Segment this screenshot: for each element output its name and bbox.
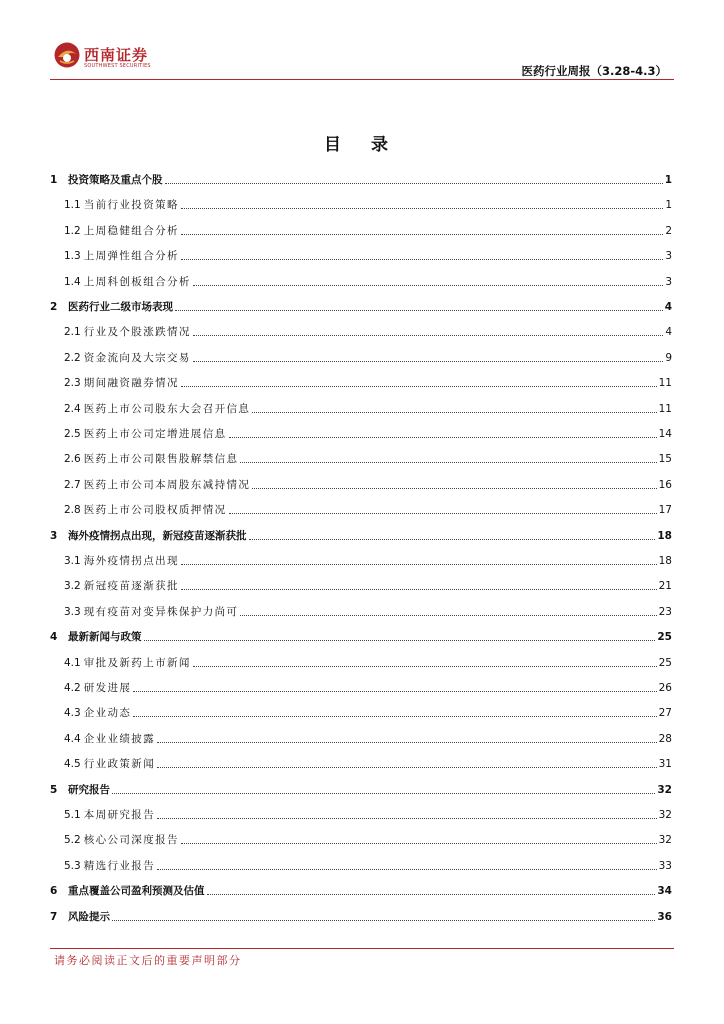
toc-entry-number: 5.2	[64, 834, 81, 847]
toc-subsection-link[interactable]	[50, 825, 672, 847]
toc-page-number: 3	[665, 275, 672, 288]
toc-subsection-link[interactable]	[50, 495, 672, 517]
toc-subsection-link[interactable]	[50, 419, 672, 441]
toc-entry-number: 1.1	[64, 199, 81, 212]
toc-dot-leader	[112, 793, 655, 794]
toc-entry-title: 海外疫情拐点出现，新冠疫苗逐渐获批	[68, 529, 247, 542]
toc-dot-leader	[181, 564, 657, 565]
toc-dot-leader	[252, 488, 656, 489]
toc-entry-number: 5.3	[64, 859, 81, 872]
toc-entry-number: 2.6	[64, 453, 81, 466]
toc-page-number: 28	[658, 732, 672, 745]
toc-page-number: 33	[658, 859, 672, 872]
toc-subsection-link[interactable]	[50, 470, 672, 492]
toc-page-number: 26	[658, 682, 672, 694]
toc-page-number: 32	[657, 783, 672, 796]
toc-page-number: 2	[665, 224, 672, 237]
toc-page-number: 4	[664, 301, 672, 313]
toc-page-number: 1	[665, 199, 672, 212]
toc-subsection-link[interactable]	[50, 597, 672, 619]
toc-entry-title: 医药上市公司本周股东减持情况	[83, 478, 251, 491]
toc-dot-leader	[181, 259, 663, 260]
toc-subsection-link[interactable]	[50, 343, 672, 365]
logo-chinese-name: 西南证券	[84, 46, 149, 64]
toc-section-link[interactable]	[50, 292, 672, 314]
toc-entry-title: 最新新闻与政策	[68, 631, 142, 644]
toc-entry-number: 2	[50, 301, 58, 313]
toc-entry-title: 研发进展	[83, 682, 132, 694]
toc-entry-title: 核心公司深度报告	[83, 834, 179, 847]
toc-entry-number: 2.4	[64, 402, 81, 415]
toc-dot-leader	[229, 437, 657, 438]
toc-dot-leader	[240, 462, 656, 463]
toc-subsection-link[interactable]	[50, 648, 672, 670]
toc-subsection-link[interactable]	[50, 698, 672, 720]
toc-entry-number: 2.8	[64, 504, 81, 517]
toc-entry-title: 投资策略及重点个股	[68, 174, 163, 186]
toc-dot-leader	[181, 589, 657, 590]
toc-entry-number: 4.4	[64, 732, 81, 745]
toc-subsection-link[interactable]	[50, 851, 672, 873]
toc-subsection-link[interactable]	[50, 673, 672, 695]
toc-page-number: 36	[657, 910, 672, 923]
toc-subsection-link[interactable]	[50, 241, 672, 263]
toc-entry-number: 2.1	[64, 326, 81, 339]
toc-page-number: 34	[657, 885, 672, 898]
toc-dot-leader	[133, 716, 656, 717]
toc-subsection-link[interactable]	[50, 317, 672, 339]
toc-entry-title: 重点覆盖公司盈利预测及估值	[68, 885, 205, 898]
toc-dot-leader	[133, 691, 656, 692]
toc-page-number: 25	[657, 631, 672, 644]
toc-entry-number: 2.3	[64, 377, 81, 390]
toc-dot-leader	[193, 285, 664, 286]
toc-dot-leader	[144, 640, 656, 641]
toc-subsection-link[interactable]	[50, 394, 672, 416]
toc-dot-leader	[229, 513, 657, 514]
toc-page-number: 1	[664, 174, 672, 186]
toc-entry-number: 4.3	[64, 707, 81, 720]
toc-dot-leader	[157, 742, 657, 743]
toc-entry-title: 医药上市公司股东大会召开信息	[83, 402, 251, 415]
toc-subsection-link[interactable]	[50, 444, 672, 466]
toc-page-number: 27	[658, 707, 672, 720]
toc-page-number: 17	[658, 504, 672, 517]
toc-entry-number: 3.3	[64, 605, 81, 618]
toc-entry-number: 6	[50, 885, 58, 898]
toc-section-link[interactable]	[50, 521, 672, 543]
toc-section-link[interactable]	[50, 876, 672, 898]
toc-subsection-link[interactable]	[50, 267, 672, 289]
toc-dot-leader	[193, 666, 657, 667]
toc-entry-title: 企业动态	[83, 707, 132, 720]
toc-entry-title: 当前行业投资策略	[83, 199, 179, 212]
toc-entry-title: 行业政策新闻	[83, 758, 156, 771]
toc-page-number: 14	[658, 428, 672, 440]
toc-page-number: 32	[658, 834, 672, 847]
report-title: 医药行业周报（3.28-4.3）	[521, 64, 667, 78]
toc-page-number: 18	[657, 529, 672, 542]
toc-page-number: 4	[665, 326, 672, 339]
toc-subsection-link[interactable]	[50, 546, 672, 568]
toc-page-number: 32	[658, 809, 672, 821]
toc-entry-title: 医药上市公司股权质押情况	[83, 504, 227, 517]
toc-entry-title: 海外疫情拐点出现	[83, 555, 179, 567]
toc-entry-title: 行业及个股涨跌情况	[83, 326, 191, 339]
toc-page-number: 31	[658, 758, 672, 771]
toc-entry-title: 医药上市公司限售股解禁信息	[83, 453, 239, 466]
logo-english-name: SOUTHWEST SECURITIES	[84, 63, 151, 69]
toc-page-number: 11	[658, 377, 672, 390]
page-header	[0, 0, 724, 82]
toc-entry-number: 3.1	[64, 555, 81, 567]
toc-entry-number: 4	[50, 631, 58, 644]
toc-page-number: 3	[665, 250, 672, 263]
toc-entry-number: 1.4	[64, 275, 81, 288]
toc-subsection-link[interactable]	[50, 571, 672, 593]
toc-entry-title: 研究报告	[68, 783, 110, 796]
toc-entry-title: 上周稳健组合分析	[83, 224, 179, 237]
toc-entry-title: 上周科创板组合分析	[83, 275, 191, 288]
toc-dot-leader	[112, 920, 655, 921]
toc-entry-number: 7	[50, 910, 58, 923]
toc-entry-title: 审批及新药上市新闻	[83, 656, 191, 669]
toc-subsection-link[interactable]	[50, 190, 672, 212]
toc-dot-leader	[181, 843, 657, 844]
toc-entry-number: 2.7	[64, 478, 81, 491]
toc-subsection-link[interactable]	[50, 368, 672, 390]
toc-heading: 目 录	[324, 135, 400, 155]
footer-disclaimer: 请务必阅读正文后的重要声明部分	[54, 954, 242, 967]
toc-page-number: 9	[665, 351, 672, 364]
toc-dot-leader	[181, 208, 663, 209]
toc-entry-title: 上周弹性组合分析	[83, 250, 179, 263]
toc-page-number: 18	[658, 555, 672, 567]
toc-entry-number: 4.5	[64, 758, 81, 771]
toc-entry-number: 4.1	[64, 656, 81, 669]
toc-page-number: 23	[658, 605, 672, 618]
toc-dot-leader	[175, 310, 663, 311]
toc-entry-title: 医药上市公司定增进展信息	[83, 428, 227, 440]
toc-entry-title: 期间融资融券情况	[83, 377, 179, 390]
toc-section-link[interactable]	[50, 902, 672, 924]
toc-page-number: 16	[658, 478, 672, 491]
toc-entry-title: 精选行业报告	[83, 859, 156, 872]
toc-entry-title: 本周研究报告	[83, 809, 156, 821]
toc-entry-title: 现有疫苗对变异株保护力尚可	[83, 605, 239, 618]
toc-entry-number: 2.2	[64, 351, 81, 364]
toc-dot-leader	[181, 386, 657, 387]
toc-entry-number: 1	[50, 174, 58, 186]
toc-dot-leader	[165, 183, 663, 184]
toc-dot-leader	[193, 335, 664, 336]
toc-entry-number: 5	[50, 783, 58, 796]
header-divider	[50, 79, 674, 80]
logo-emblem-icon	[54, 42, 80, 68]
toc-dot-leader	[157, 767, 657, 768]
toc-entry-number: 1.2	[64, 224, 81, 237]
toc-entry-title: 风险提示	[68, 910, 110, 923]
toc-page-number: 25	[658, 656, 672, 669]
toc-page-number: 11	[658, 402, 672, 415]
toc-section-link[interactable]	[50, 622, 672, 644]
toc-dot-leader	[157, 869, 657, 870]
toc-dot-leader	[207, 894, 656, 895]
toc-entry-title: 新冠疫苗逐渐获批	[83, 580, 179, 593]
toc-dot-leader	[240, 615, 656, 616]
toc-dot-leader	[157, 818, 657, 819]
toc-page-number: 21	[658, 580, 672, 593]
toc-page-number: 15	[658, 453, 672, 466]
toc-entry-number: 3	[50, 529, 58, 542]
toc-entry-title: 医药行业二级市场表现	[68, 301, 173, 313]
toc-subsection-link[interactable]	[50, 724, 672, 746]
toc-section-link[interactable]	[50, 775, 672, 797]
toc-entry-number: 3.2	[64, 580, 81, 593]
toc-dot-leader	[181, 234, 663, 235]
toc-entry-number: 2.5	[64, 428, 81, 440]
toc-entry-number: 5.1	[64, 809, 81, 821]
toc-dot-leader	[252, 412, 656, 413]
toc-entry-number: 4.2	[64, 682, 81, 694]
toc-entry-title: 资金流向及大宗交易	[83, 351, 191, 364]
toc-dot-leader	[193, 361, 664, 362]
toc-subsection-link[interactable]	[50, 800, 672, 822]
toc-dot-leader	[249, 539, 656, 540]
company-logo	[54, 42, 164, 74]
toc-subsection-link[interactable]	[50, 216, 672, 238]
toc-entry-number: 1.3	[64, 250, 81, 263]
toc-subsection-link[interactable]	[50, 749, 672, 771]
footer-divider	[50, 948, 674, 949]
toc-section-link[interactable]	[50, 165, 672, 187]
toc-entry-title: 企业业绩披露	[83, 732, 156, 745]
